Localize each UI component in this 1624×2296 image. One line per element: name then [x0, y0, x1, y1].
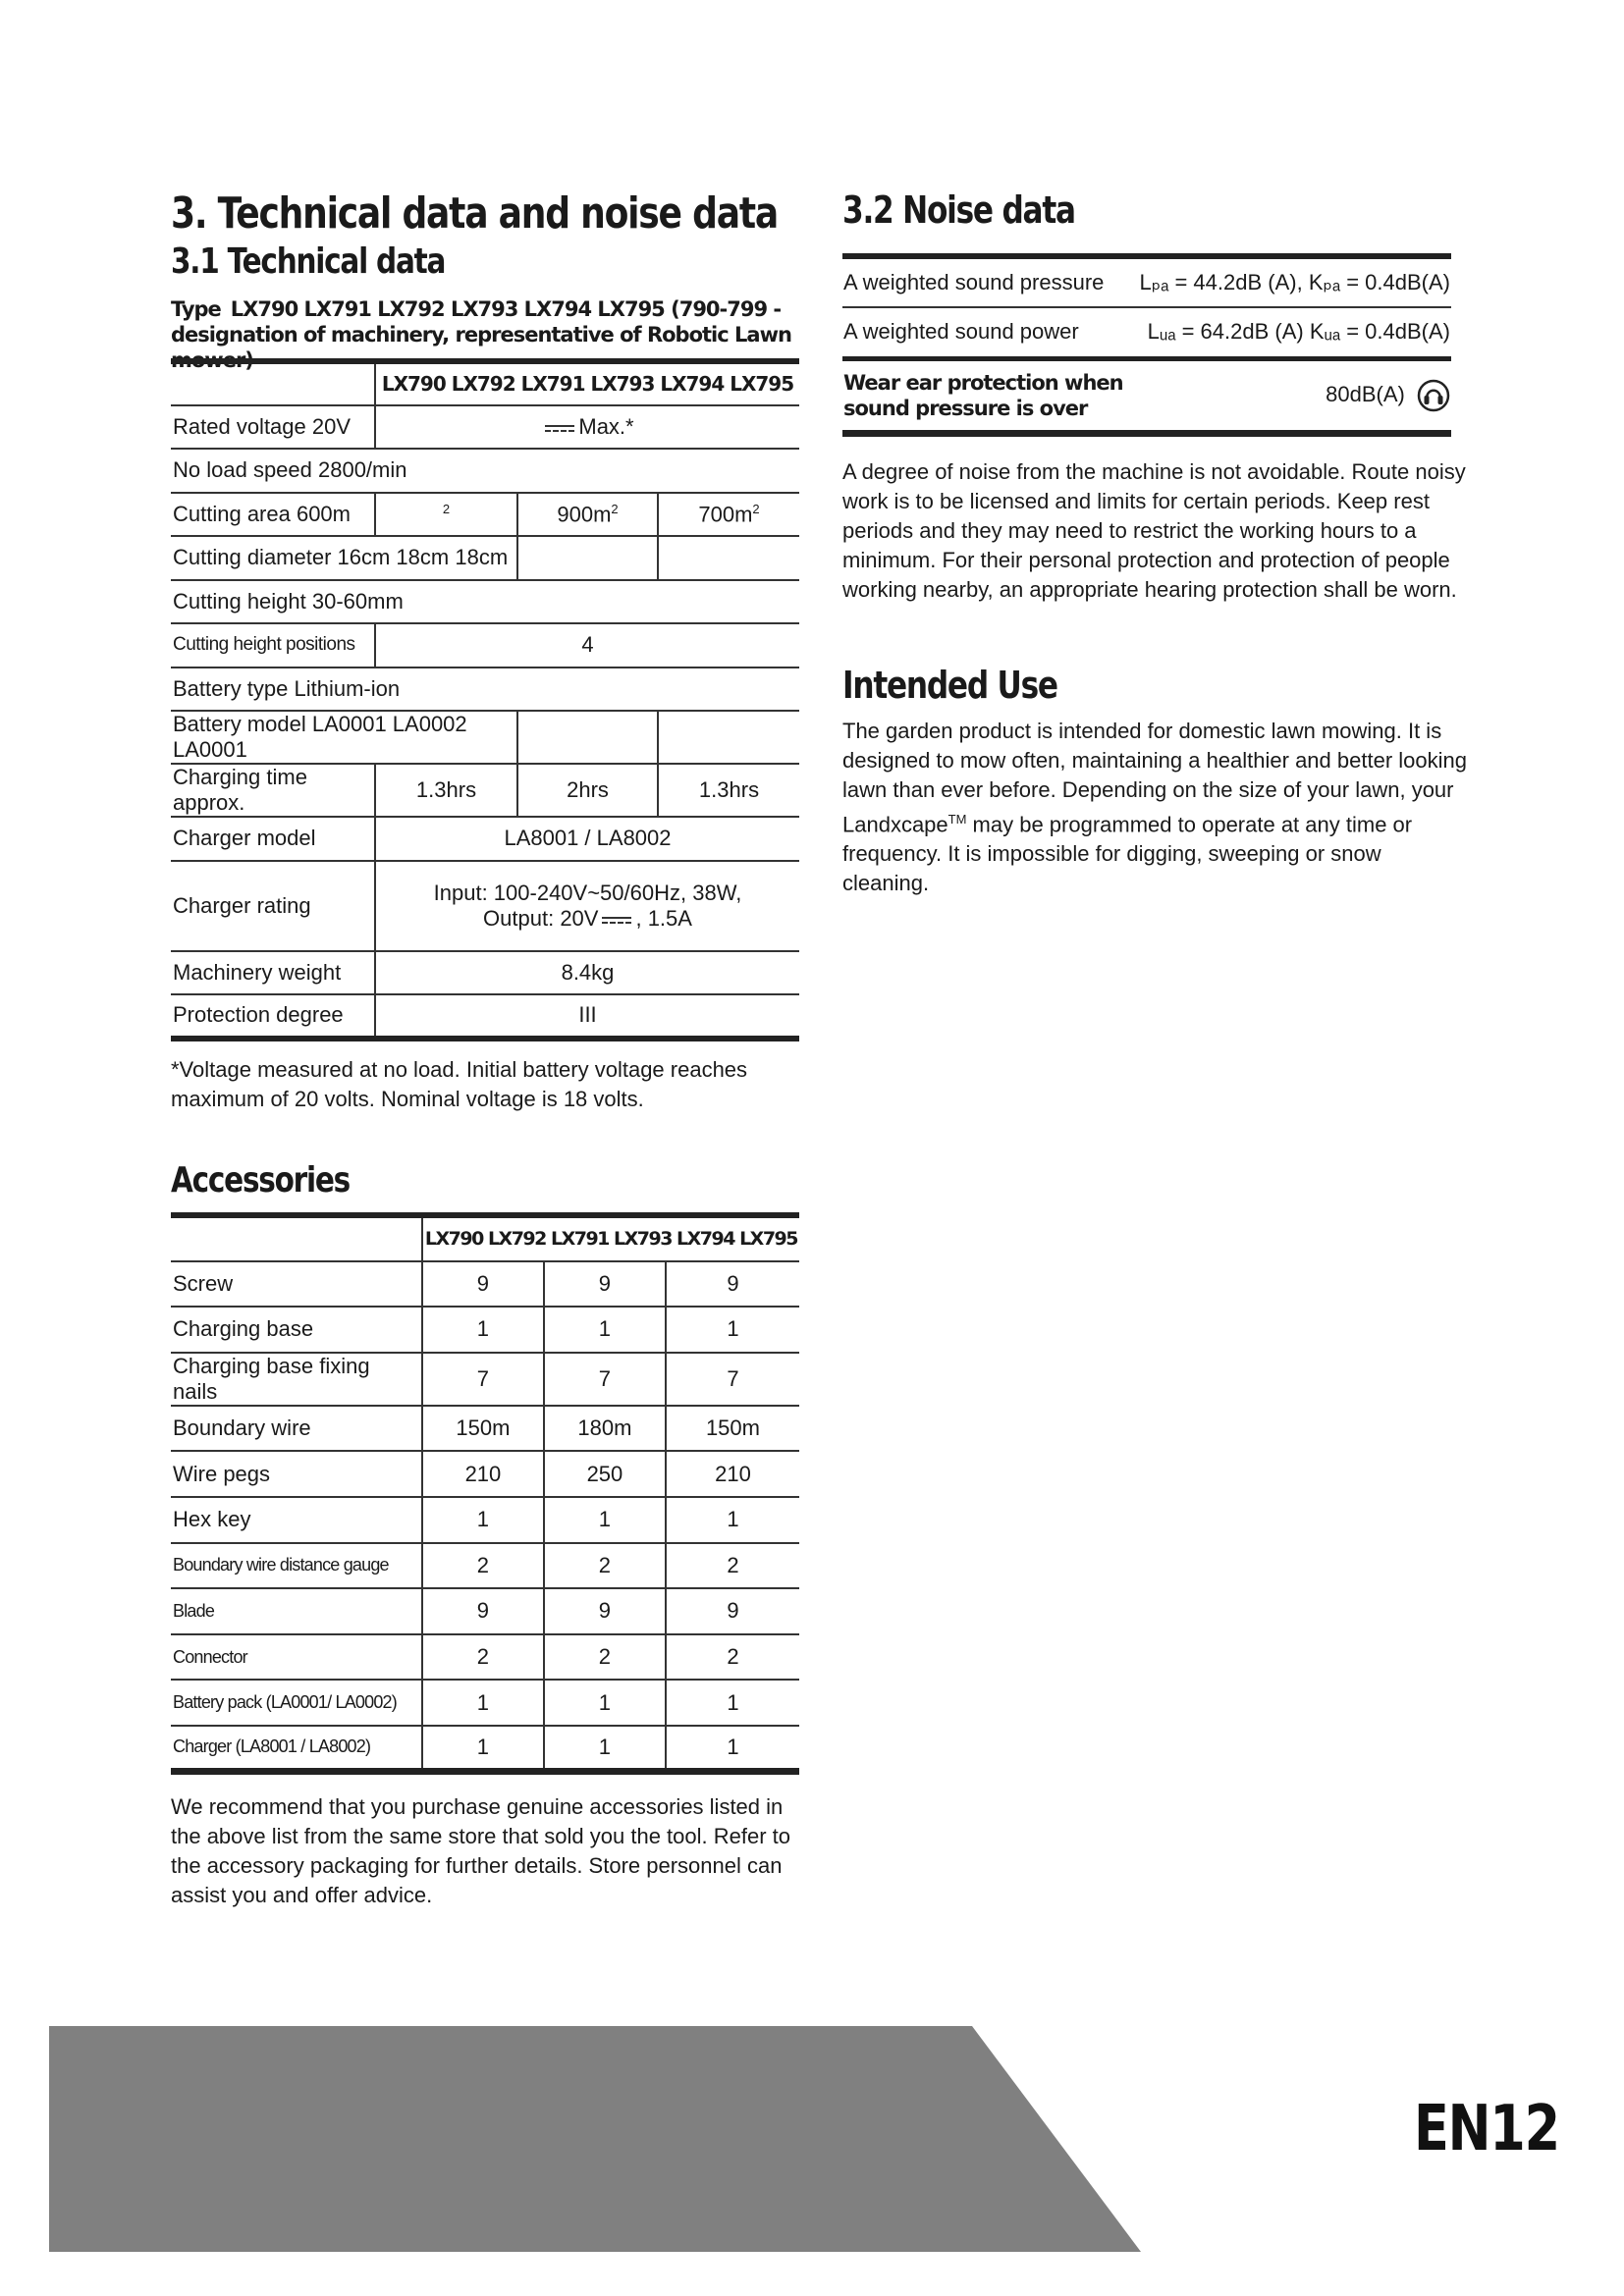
- row-value: 9: [422, 1588, 544, 1634]
- row-value: 2: [544, 1634, 666, 1681]
- row-value: Lₚₐ = 44.2dB (A), Kₚₐ = 0.4dB(A): [1131, 256, 1451, 307]
- row-label: Charger rating: [171, 861, 375, 951]
- row-label: Battery pack (LA0001/ LA0002): [171, 1680, 422, 1726]
- ear-protection-warning: Wear ear protection when sound pressure is over: [842, 358, 1131, 433]
- table-row: [171, 1451, 799, 1497]
- row-label: Machinery weight: [171, 951, 375, 995]
- model-header: LX790 LX792 LX791 LX793 LX794 LX795: [375, 361, 799, 405]
- row-label: A weighted sound power: [842, 307, 1131, 358]
- table-row: [171, 667, 799, 712]
- row-label: Cutting height positions: [171, 623, 375, 667]
- row-label: Rated voltage 20V: [171, 405, 375, 450]
- row-value: 1: [544, 1680, 666, 1726]
- table-row: [171, 361, 799, 405]
- type-text: LX790 LX791 LX792 LX793 LX794 LX795 (790-799 - designation of machinery, representative of Robotic Lawn mower): [171, 297, 791, 372]
- row-value: 2: [544, 1543, 666, 1589]
- table-row: [171, 449, 799, 493]
- row-label: Charger model: [171, 817, 375, 861]
- row-value: 2: [422, 1543, 544, 1589]
- row-value: Max.*: [375, 405, 799, 450]
- table-row: [171, 1406, 799, 1452]
- row-value: 1: [422, 1497, 544, 1543]
- row-value: 1: [422, 1680, 544, 1726]
- row-value: 210: [666, 1451, 799, 1497]
- row-value: 8.4kg: [375, 951, 799, 995]
- row-value: 2: [666, 1634, 799, 1681]
- row-value: 180m: [544, 1406, 666, 1452]
- row-value: 2: [422, 1634, 544, 1681]
- row-value: 1: [544, 1307, 666, 1353]
- table-row: [171, 493, 799, 537]
- model-header: LX790 LX792 LX791 LX793 LX794 LX795: [422, 1215, 799, 1261]
- footer-shape: [49, 2026, 1141, 2252]
- row-value: 1.3hrs: [658, 764, 799, 817]
- noise-paragraph: A degree of noise from the machine is not avoidable. Route noisy work is to be licensed and limits for certain periods. Keep rest periods and they may need to restrict the working hours to a minimum. For their personal protection and protection of people working nearby, an appropriate hearing protection shall be worn.: [842, 459, 1466, 602]
- row-label: Protection degree: [171, 994, 375, 1039]
- table-row: [842, 358, 1451, 433]
- table-row: [171, 711, 799, 764]
- row-value: 80dB(A): [1131, 358, 1451, 433]
- row-value: 1: [544, 1497, 666, 1543]
- row-value: 150m: [666, 1406, 799, 1452]
- subsection-title-technical: 3.1 Technical data: [171, 241, 446, 282]
- row-value: $700m^2$: [658, 493, 799, 537]
- row-label: Cutting diameter 16cm 18cm 18cm: [171, 536, 517, 580]
- row-value: 9: [666, 1261, 799, 1308]
- row-value: III: [375, 994, 799, 1039]
- table-row: [171, 951, 799, 995]
- row-label: Connector: [171, 1634, 422, 1681]
- voltage-footnote: *Voltage measured at no load. Initial battery voltage reaches maximum of 20 volts. Nominal voltage is 18 volts.: [171, 1057, 748, 1111]
- row-label: Cutting area 600m: [171, 493, 375, 537]
- intended-use-paragraph: The garden product is intended for domestic lawn mowing. It is designed to mow often, maintaining a healthier and better looking lawn than ever before. Depending on the size of your lawn, your Landxcape™ may be programmed to operate at any time or frequency. It is impossible for digging, sweeping or snow cleaning.: [842, 719, 1467, 896]
- row-value: 1.3hrs: [375, 764, 517, 817]
- row-value: $900m^2$: [517, 493, 658, 537]
- row-value: 9: [422, 1261, 544, 1308]
- row-label: Battery type Lithium-ion: [171, 667, 799, 712]
- row-value: 1: [666, 1726, 799, 1772]
- row-value: 2hrs: [517, 764, 658, 817]
- table-row: [171, 1634, 799, 1681]
- section-title: 3. Technical data and noise data: [171, 188, 778, 239]
- row-value: 2: [666, 1543, 799, 1589]
- row-label: Charger (LA8001 / LA8002): [171, 1726, 422, 1772]
- ear-protection-icon: [1417, 379, 1450, 412]
- row-value: 250: [544, 1451, 666, 1497]
- footer-band: [0, 2026, 1624, 2252]
- accessories-recommendation: We recommend that you purchase genuine accessories listed in the above list from the same store that sold you the tool. Refer to the accessory packaging for further details. Store personnel can assist you and offer advice.: [171, 1794, 790, 1907]
- row-value: LA8001 / LA8002: [375, 817, 799, 861]
- type-label: Type: [171, 297, 221, 321]
- row-label: Charging base fixing nails: [171, 1353, 422, 1406]
- table-row: [171, 764, 799, 817]
- row-value: 9: [666, 1588, 799, 1634]
- table-row: [171, 1726, 799, 1772]
- row-label: Charging time approx.: [171, 764, 375, 817]
- row-label: Hex key: [171, 1497, 422, 1543]
- accessories-table: [171, 1212, 799, 1775]
- row-value: 9: [544, 1261, 666, 1308]
- row-value: 1: [544, 1726, 666, 1772]
- table-row: [171, 1307, 799, 1353]
- row-value: 7: [544, 1353, 666, 1406]
- row-label: Charging base: [171, 1307, 422, 1353]
- table-row: [171, 1261, 799, 1308]
- row-value: Input: 100-240V~50/60Hz, 38W, Output: 20V , 1.5A: [375, 861, 799, 951]
- row-label: Cutting height 30-60mm: [171, 580, 799, 624]
- table-row: [171, 1215, 799, 1261]
- row-label: Boundary wire: [171, 1406, 422, 1452]
- row-value: 1: [666, 1497, 799, 1543]
- row-value: 1: [666, 1680, 799, 1726]
- row-value: 7: [666, 1353, 799, 1406]
- table-row: [171, 405, 799, 450]
- table-row: [171, 1543, 799, 1589]
- row-value: 150m: [422, 1406, 544, 1452]
- accessories-title: Accessories: [171, 1160, 351, 1201]
- row-value: 1: [422, 1307, 544, 1353]
- row-value: 1: [666, 1307, 799, 1353]
- row-label: Blade: [171, 1588, 422, 1634]
- table-row: [171, 994, 799, 1039]
- table-row: [171, 817, 799, 861]
- row-value: Lᵤₐ = 64.2dB (A) Kᵤₐ = 0.4dB(A): [1131, 307, 1451, 358]
- row-label: A weighted sound pressure: [842, 256, 1131, 307]
- table-row: [842, 307, 1451, 358]
- row-label: Screw: [171, 1261, 422, 1308]
- row-value: 1: [422, 1726, 544, 1772]
- table-row: [171, 1353, 799, 1406]
- dc-symbol-icon: [602, 915, 631, 925]
- row-label: No load speed 2800/min: [171, 449, 799, 493]
- technical-data-table: [171, 358, 799, 1041]
- table-row: [171, 1497, 799, 1543]
- table-row: [171, 1588, 799, 1634]
- table-row: [842, 256, 1451, 307]
- row-label: Battery model LA0001 LA0002 LA0001: [171, 711, 517, 764]
- page-number: EN12: [1414, 2093, 1559, 2165]
- row-value: 2: [375, 493, 517, 537]
- row-value: 210: [422, 1451, 544, 1497]
- table-row: [171, 861, 799, 951]
- row-value: 4: [375, 623, 799, 667]
- row-value: 7: [422, 1353, 544, 1406]
- intended-use-title: Intended Use: [842, 664, 1057, 707]
- table-row: [171, 1680, 799, 1726]
- table-row: [171, 623, 799, 667]
- noise-data-title: 3.2 Noise data: [842, 188, 1075, 232]
- row-label: Boundary wire distance gauge: [171, 1543, 422, 1589]
- table-row: [171, 580, 799, 624]
- dc-symbol-icon: [545, 423, 574, 433]
- noise-data-table: [842, 253, 1451, 437]
- row-value: 9: [544, 1588, 666, 1634]
- row-label: Wire pegs: [171, 1451, 422, 1497]
- table-row: [171, 536, 799, 580]
